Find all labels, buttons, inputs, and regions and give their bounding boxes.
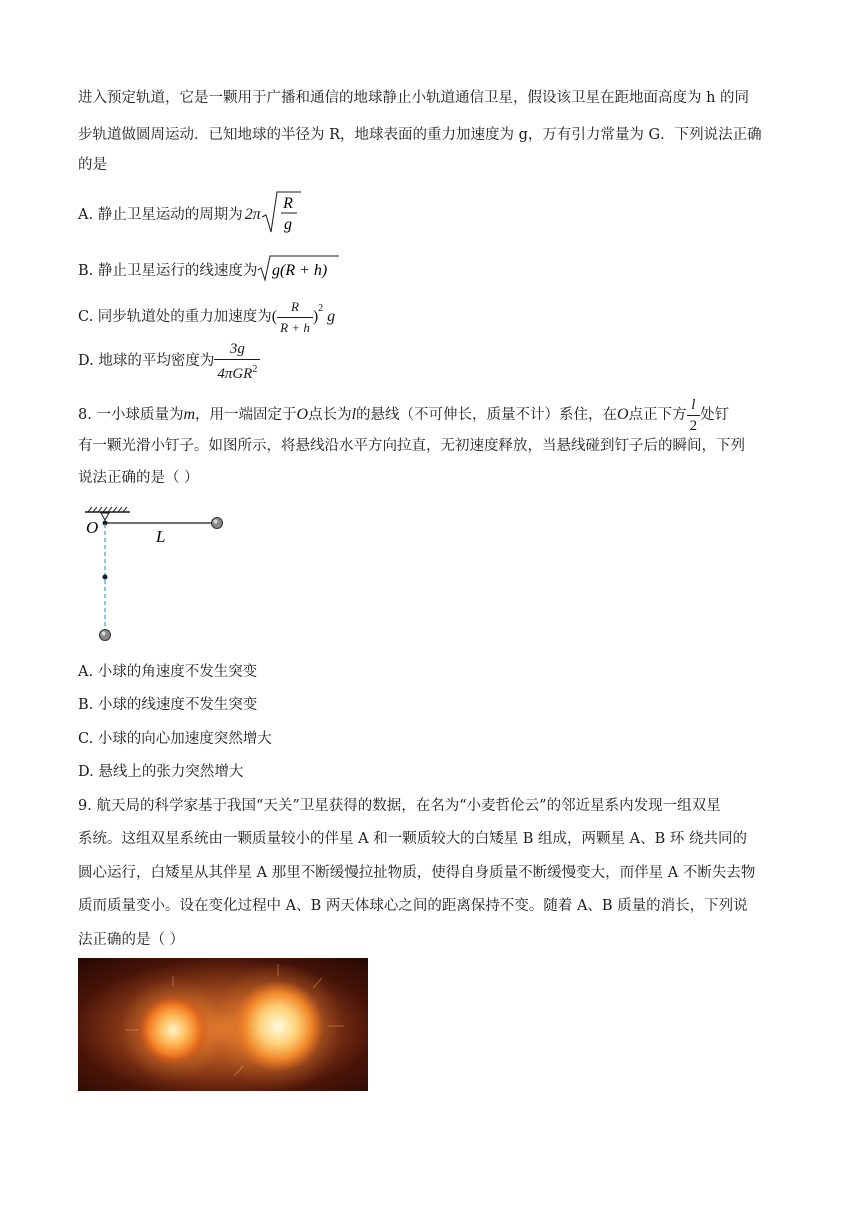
q9-line-4: 质而质量变小。设在变化过程中 A、B 两天体球心之间的距离保持不变。随着 A、B 质量的消长，下列说	[78, 898, 748, 914]
ball-horizontal-highlight	[214, 520, 218, 524]
nail	[103, 575, 108, 580]
q8-half-fraction	[687, 395, 701, 436]
q7-c-fraction	[277, 297, 313, 338]
q8-stem-part2: ，用一端固定于	[195, 407, 297, 423]
q8-m: m	[183, 406, 196, 423]
q8-pendulum-figure	[78, 500, 238, 650]
q8-option-b: B. 小球的线速度不发生突变	[78, 697, 258, 713]
binary-stars-image	[78, 958, 368, 1091]
label-L: L	[156, 527, 166, 546]
q7-option-d-label: D. 地球的平均密度为	[78, 353, 215, 369]
label-O: O	[86, 518, 99, 537]
intro-line-2: 步轨道做圆周运动．已知地球的半径为 R，地球表面的重力加速度为 g，万有引力常量为 G．下列说法正确	[78, 127, 762, 143]
q8-stem-part6: 处钉	[700, 407, 730, 423]
q8-stem-line-2: 有一颗光滑小钉子。如图所示，将悬线沿水平方向拉直，无初速度释放，当悬线碰到钉子后的瞬间，下列	[78, 438, 745, 454]
q7-c-tail: g	[327, 308, 336, 325]
q7-a-den: g	[283, 216, 292, 233]
q8-stem-part5: 点正下方	[628, 407, 687, 423]
q7-c-rparen: )	[312, 308, 319, 325]
q9-line-5: 法正确的是（ ）	[78, 932, 185, 948]
q7-d-num: 3g	[229, 340, 245, 357]
q8-frac-num: l	[691, 396, 696, 413]
q7-b-sqrt	[257, 254, 339, 288]
ball-bottom	[100, 630, 111, 641]
ceiling-hatch	[85, 507, 130, 512]
q7-d-exp: 2	[252, 363, 258, 375]
q8-stem-line-1	[78, 397, 729, 433]
q8-option-a: A. 小球的角速度不发生突变	[78, 664, 258, 680]
q7-option-d	[78, 341, 260, 381]
q7-b-formula: g(R + h)	[272, 262, 328, 279]
q9-line-2: 系统。这组双星系统由一颗质量较小的伴星 A 和一颗质较大的白矮星 B 组成，两颗星 A、B 环 绕共同的	[78, 831, 748, 847]
q7-option-a	[78, 192, 301, 238]
q7-option-b	[78, 256, 339, 286]
q9-line-1: 9. 航天局的科学家基于我国“天关”卫星获得的数据，在名为“小麦哲伦云”的邻近星系内发现一组双星	[78, 798, 721, 814]
star-b-white-dwarf	[232, 980, 324, 1072]
intro-line-3: 的是	[78, 157, 107, 173]
q8-stem-line-3: 说法正确的是（ ）	[78, 470, 199, 486]
q8-option-d: D. 悬线上的张力突然增大	[78, 764, 244, 780]
q7-d-fraction	[214, 339, 260, 384]
q7-c-num: R	[291, 298, 299, 314]
q7-option-a-label: A. 静止卫星运动的周期为	[78, 207, 243, 223]
q7-option-c	[78, 297, 335, 337]
q8-stem-part3: 点长为	[308, 407, 352, 423]
q7-d-den-wrap	[214, 359, 260, 384]
q7-a-num: R	[282, 195, 293, 212]
q8-O2: O	[617, 406, 629, 423]
star-a-companion	[137, 994, 209, 1066]
q8-option-c: C. 小球的向心加速度突然增大	[78, 731, 272, 747]
ball-bottom-highlight	[102, 632, 106, 636]
pivot-mount	[101, 513, 109, 520]
intro-line-1: 进入预定轨道，它是一颗用于广播和通信的地球静止小轨道通信卫星，假设该卫星在距地面高度为 h 的同	[78, 90, 750, 106]
q7-a-sqrt	[261, 189, 301, 241]
q8-O1: O	[296, 406, 309, 423]
q8-l: l	[351, 406, 357, 423]
q8-frac-den: 2	[687, 415, 701, 436]
q7-a-coef: 2π	[244, 206, 261, 223]
q9-line-3: 圆心运行，白矮星从其伴星 A 那里不断缓慢拉扯物质，使得自身质量不断缓慢变大，而伴星 A 不断失去物	[78, 865, 756, 881]
q7-option-c-label: C. 同步轨道处的重力加速度为	[78, 309, 272, 325]
q7-c-exp: 2	[318, 303, 324, 314]
q7-c-lparen: (	[271, 308, 278, 325]
q8-stem-part4: 的悬线（不可伸长，质量不计）系住，在	[356, 407, 618, 423]
q8-stem-part1: 8. 一小球质量为	[78, 407, 184, 423]
ball-horizontal	[212, 518, 223, 529]
q7-d-den: 4πGR	[217, 365, 253, 382]
q7-option-b-label: B. 静止卫星运行的线速度为	[78, 263, 258, 279]
q7-c-den: R + h	[277, 317, 313, 338]
